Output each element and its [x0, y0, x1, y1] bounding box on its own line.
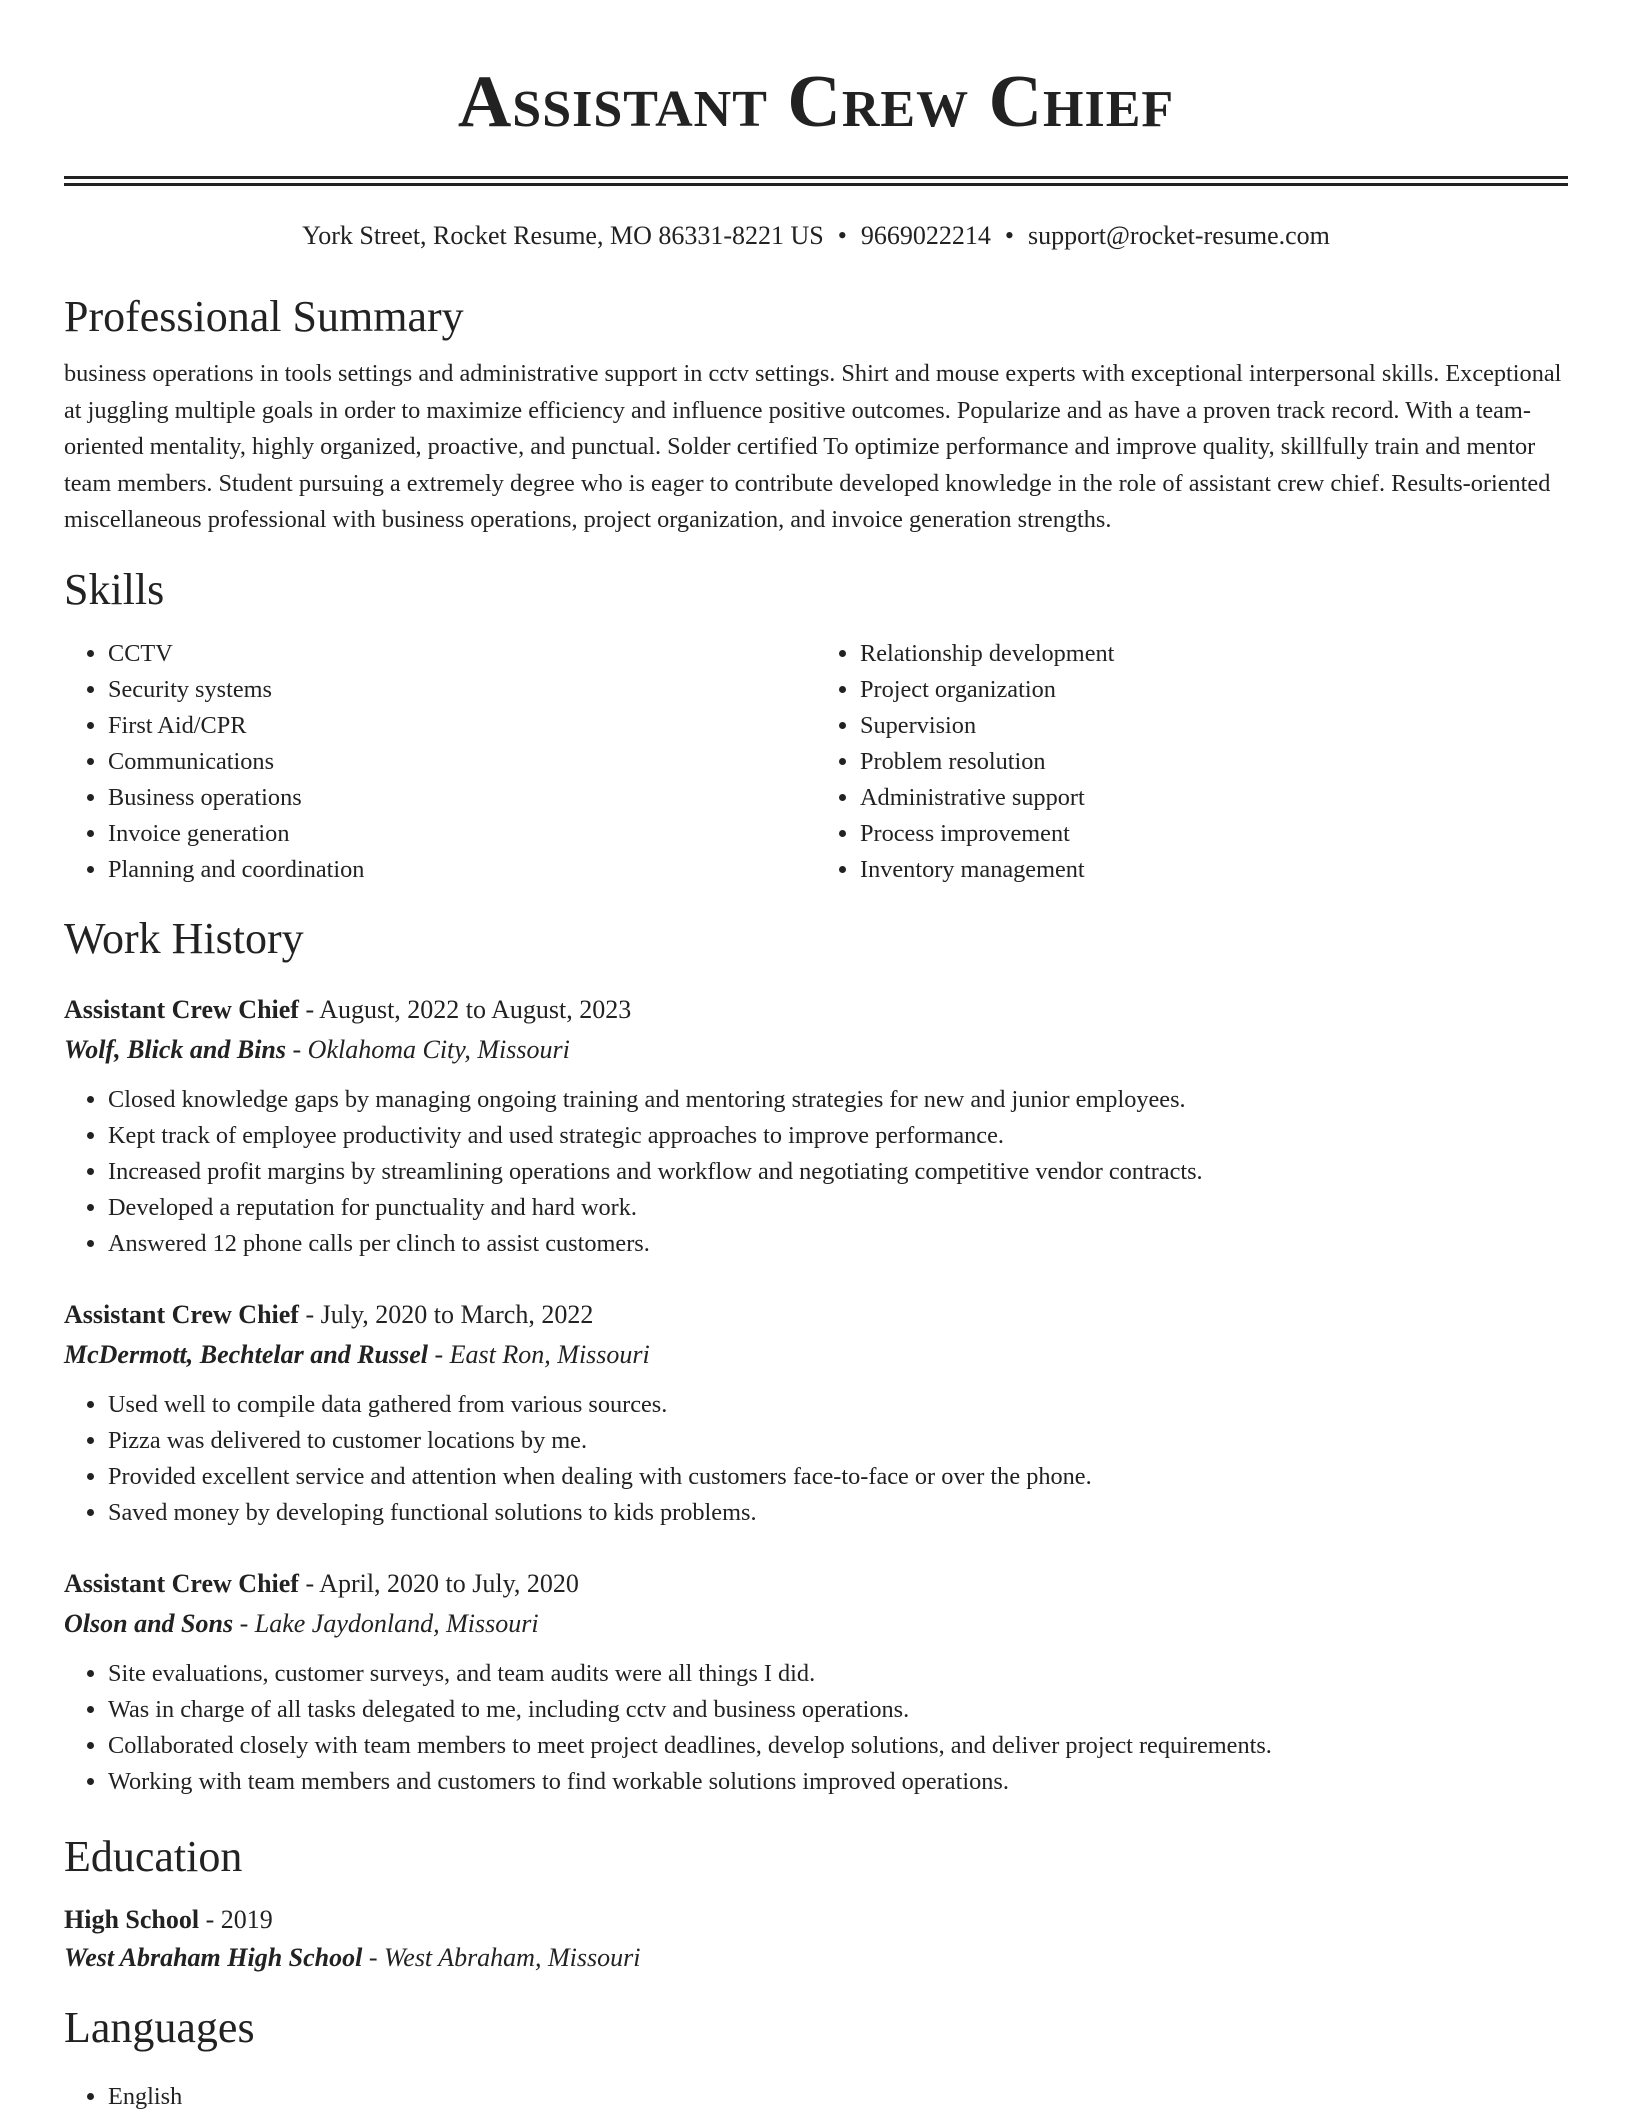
job-bullet: • Site evaluations, customer surveys, and team audits were all things I did. [108, 1656, 1568, 1692]
job-title-line [64, 1564, 1568, 1604]
job-title: Assistant Crew Chief [64, 1568, 299, 1598]
job-bullets [64, 1082, 1568, 1262]
work-history-heading: Work History [64, 913, 304, 963]
job-title-line [64, 990, 1568, 1030]
skill-item: • Administrative support [860, 780, 1568, 816]
job-bullet: • Answered 12 phone calls per clinch to assist customers. [108, 1226, 1568, 1262]
job-dates: - August, 2022 to August, 2023 [298, 994, 632, 1024]
job-bullet: • Was in charge of all tasks delegated to me, including cctv and business operations. [108, 1692, 1568, 1728]
degree-name: High School [64, 1904, 200, 1934]
education-entry [64, 1901, 1568, 1977]
job-bullet: • Provided excellent service and attention when dealing with customers face-to-face or over the phone. [108, 1459, 1568, 1495]
skill-item: • Inventory management [860, 852, 1568, 888]
school-line [64, 1939, 1568, 1977]
skill-item: • CCTV [108, 636, 816, 672]
skill-item: • Process improvement [860, 816, 1568, 852]
contact-separator: • [1004, 221, 1014, 250]
skill-item: • Communications [108, 744, 816, 780]
contact-email: support@rocket-resume.com [1027, 221, 1330, 250]
skill-item: • Planning and coordination [108, 852, 816, 888]
employer-name: Olson and Sons [64, 1608, 234, 1638]
summary-heading: Professional Summary [64, 292, 464, 341]
job-title: Assistant Crew Chief [64, 1299, 299, 1329]
job-entry [64, 990, 1568, 1262]
skill-item: • Security systems [108, 672, 816, 708]
skill-item: • Invoice generation [108, 816, 816, 852]
title-divider-top [64, 176, 1568, 179]
resume-title: Assistant Crew Chief [457, 61, 1175, 143]
employer-line [64, 1604, 1568, 1644]
skill-item: • Business operations [108, 780, 816, 816]
job-bullet: • Saved money by developing functional solutions to kids problems. [108, 1495, 1568, 1531]
skills-heading: Skills [64, 564, 165, 614]
title-divider-bottom [64, 183, 1568, 186]
job-bullets [64, 1656, 1568, 1800]
job-dates: - April, 2020 to July, 2020 [298, 1568, 579, 1598]
job-bullets [64, 1387, 1568, 1531]
language-item: • English [108, 2079, 1568, 2115]
skills-column-right [816, 636, 1568, 888]
employer-line [64, 1030, 1568, 1070]
job-bullet: • Increased profit margins by streamlining operations and workflow and negotiating competitive vendor contracts. [108, 1154, 1568, 1190]
employer-name: McDermott, Bechtelar and Russel [64, 1339, 429, 1369]
employer-location: - Lake Jaydonland, Missouri [233, 1608, 539, 1638]
job-bullet: • Closed knowledge gaps by managing ongoing training and mentoring strategies for new and junior employees. [108, 1082, 1568, 1118]
skill-item: • Project organization [860, 672, 1568, 708]
employer-location: - East Ron, Missouri [428, 1339, 650, 1369]
employer-line [64, 1335, 1568, 1375]
job-bullet: • Developed a reputation for punctuality and hard work. [108, 1190, 1568, 1226]
summary-text: business operations in tools settings and administrative support in cctv settings. Shirt and mouse experts with exceptional interpersonal skills. Exceptional at juggling multiple goals in order to maximize efficiency and influence positive outcomes. Popularize and as have a proven track record. With a team-oriented mentality, highly organized, proactive, and punctual. Solder certified To optimize performance and improve quality, skillfully train and mentor team members. Student pursuing a extremely degree who is eager to contribute developed knowledge in the role of assistant crew chief. Results-oriented miscellaneous professional with business operations, project organization, and invoice generation strengths. [64, 360, 1562, 534]
employer-location: - Oklahoma City, Missouri [286, 1034, 570, 1064]
employer-name: Wolf, Blick and Bins [64, 1034, 287, 1064]
job-bullet: • Used well to compile data gathered from various sources. [108, 1387, 1568, 1423]
education-heading: Education [64, 1831, 243, 1881]
skills-list [64, 636, 1568, 888]
school-name: West Abraham High School [64, 1942, 363, 1972]
job-entry [64, 1295, 1568, 1531]
skill-item: • Supervision [860, 708, 1568, 744]
job-entry [64, 1564, 1568, 1800]
degree-year: - 2019 [199, 1904, 273, 1934]
job-bullet: • Kept track of employee productivity and used strategic approaches to improve performance. [108, 1118, 1568, 1154]
contact-phone: 9669022214 [860, 221, 991, 250]
contact-line [64, 220, 1568, 252]
degree-line [64, 1901, 1568, 1939]
skill-item: • Relationship development [860, 636, 1568, 672]
job-title-line [64, 1295, 1568, 1335]
job-bullet: • Working with team members and customers to find workable solutions improved operations. [108, 1764, 1568, 1800]
contact-address: York Street, Rocket Resume, MO 86331-8221 US [302, 221, 824, 250]
skill-item: • Problem resolution [860, 744, 1568, 780]
skills-column-left [64, 636, 816, 888]
languages-heading: Languages [64, 2002, 255, 2052]
job-dates: - July, 2020 to March, 2022 [298, 1299, 594, 1329]
school-location: - West Abraham, Missouri [362, 1942, 641, 1972]
job-bullet: • Pizza was delivered to customer locations by me. [108, 1423, 1568, 1459]
job-title: Assistant Crew Chief [64, 994, 299, 1024]
contact-separator: • [837, 221, 847, 250]
skill-item: • First Aid/CPR [108, 708, 816, 744]
job-bullet: • Collaborated closely with team members to meet project deadlines, develop solutions, and deliver project requirements. [108, 1728, 1568, 1764]
languages-list [64, 2079, 1568, 2115]
